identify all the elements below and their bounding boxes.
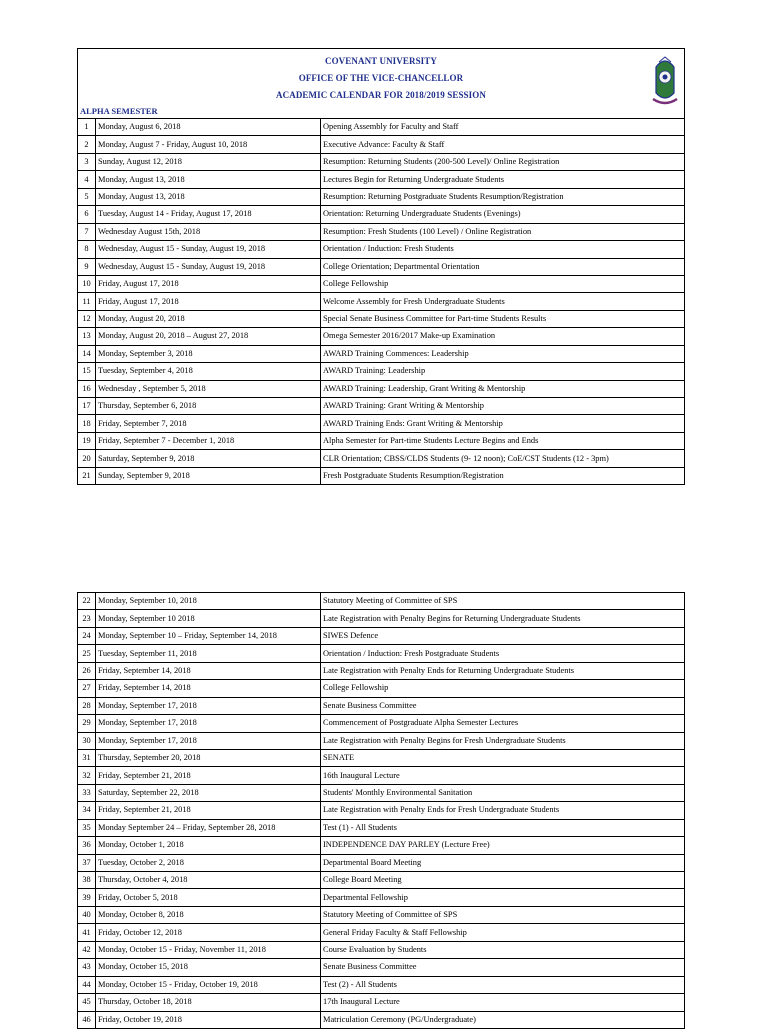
calendar-row xyxy=(78,854,685,871)
calendar-row xyxy=(78,223,685,240)
calendar-row xyxy=(78,1011,685,1028)
row-number: 41 xyxy=(78,924,96,941)
calendar-table-part-2 xyxy=(77,592,685,1029)
row-number: 39 xyxy=(78,889,96,906)
row-date: Monday, August 7 - Friday, August 10, 2018 xyxy=(96,136,321,153)
row-number: 22 xyxy=(78,593,96,610)
calendar-table-part-1 xyxy=(77,118,685,485)
calendar-row xyxy=(78,680,685,697)
row-event: College Board Meeting xyxy=(321,872,685,889)
row-date: Monday, September 10 – Friday, September 14, 2018 xyxy=(96,627,321,644)
row-number: 6 xyxy=(78,206,96,223)
calendar-row xyxy=(78,467,685,484)
row-event: Omega Semester 2016/2017 Make-up Examination xyxy=(321,328,685,345)
row-date: Friday, October 12, 2018 xyxy=(96,924,321,941)
university-crest-logo xyxy=(650,53,680,111)
row-number: 40 xyxy=(78,906,96,923)
row-date: Wednesday , September 5, 2018 xyxy=(96,380,321,397)
calendar-row xyxy=(78,749,685,766)
row-number: 30 xyxy=(78,732,96,749)
row-number: 34 xyxy=(78,802,96,819)
row-number: 2 xyxy=(78,136,96,153)
calendar-row xyxy=(78,889,685,906)
row-number: 24 xyxy=(78,627,96,644)
calendar-page-part-2 xyxy=(77,592,685,1029)
row-date: Thursday, September 6, 2018 xyxy=(96,398,321,415)
row-event: Lectures Begin for Returning Undergraduate Students xyxy=(321,171,685,188)
row-event: Resumption: Returning Postgraduate Students Resumption/Registration xyxy=(321,188,685,205)
calendar-row xyxy=(78,645,685,662)
row-number: 37 xyxy=(78,854,96,871)
row-event: AWARD Training: Grant Writing & Mentorship xyxy=(321,398,685,415)
row-event: Resumption: Fresh Students (100 Level) / Online Registration xyxy=(321,223,685,240)
calendar-row xyxy=(78,432,685,449)
row-event: College Fellowship xyxy=(321,680,685,697)
row-event: College Orientation; Departmental Orientation xyxy=(321,258,685,275)
row-date: Friday, August 17, 2018 xyxy=(96,293,321,310)
row-date: Monday, September 10 2018 xyxy=(96,610,321,627)
row-event: Departmental Board Meeting xyxy=(321,854,685,871)
row-event: Test (2) - All Students xyxy=(321,976,685,993)
row-event: SIWES Defence xyxy=(321,627,685,644)
calendar-row xyxy=(78,293,685,310)
row-date: Sunday, August 12, 2018 xyxy=(96,153,321,170)
calendar-row xyxy=(78,697,685,714)
calendar-row xyxy=(78,275,685,292)
row-date: Tuesday, October 2, 2018 xyxy=(96,854,321,871)
row-number: 43 xyxy=(78,959,96,976)
row-date: Thursday, September 20, 2018 xyxy=(96,749,321,766)
calendar-row xyxy=(78,258,685,275)
row-number: 23 xyxy=(78,610,96,627)
row-date: Monday, August 13, 2018 xyxy=(96,188,321,205)
row-event: Late Registration with Penalty Ends for Fresh Undergraduate Students xyxy=(321,802,685,819)
row-event: Resumption: Returning Students (200-500 Level)/ Online Registration xyxy=(321,153,685,170)
row-date: Monday, October 15 - Friday, November 11, 2018 xyxy=(96,941,321,958)
row-date: Wednesday, August 15 - Sunday, August 19, 2018 xyxy=(96,258,321,275)
row-event: Special Senate Business Committee for Part-time Students Results xyxy=(321,310,685,327)
row-number: 15 xyxy=(78,363,96,380)
row-number: 14 xyxy=(78,345,96,362)
calendar-row xyxy=(78,153,685,170)
row-date: Friday, September 14, 2018 xyxy=(96,680,321,697)
row-number: 12 xyxy=(78,310,96,327)
row-event: Commencement of Postgraduate Alpha Semester Lectures xyxy=(321,715,685,732)
row-number: 11 xyxy=(78,293,96,310)
row-number: 36 xyxy=(78,837,96,854)
row-number: 25 xyxy=(78,645,96,662)
calendar-row xyxy=(78,837,685,854)
row-event: Statutory Meeting of Committee of SPS xyxy=(321,593,685,610)
row-event: General Friday Faculty & Staff Fellowship xyxy=(321,924,685,941)
row-date: Thursday, October 4, 2018 xyxy=(96,872,321,889)
office-name: OFFICE OF THE VICE-CHANCELLOR xyxy=(298,73,464,83)
row-date: Friday, October 5, 2018 xyxy=(96,889,321,906)
row-date: Monday, September 10, 2018 xyxy=(96,593,321,610)
calendar-row xyxy=(78,732,685,749)
row-number: 7 xyxy=(78,223,96,240)
row-date: Saturday, September 22, 2018 xyxy=(96,784,321,801)
row-event: 16th Inaugural Lecture xyxy=(321,767,685,784)
row-date: Monday, October 15 - Friday, October 19, 2018 xyxy=(96,976,321,993)
row-event: Late Registration with Penalty Ends for Returning Undergraduate Students xyxy=(321,662,685,679)
row-date: Tuesday, September 11, 2018 xyxy=(96,645,321,662)
row-number: 3 xyxy=(78,153,96,170)
row-date: Monday September 24 – Friday, September 28, 2018 xyxy=(96,819,321,836)
row-number: 18 xyxy=(78,415,96,432)
row-event: Executive Advance: Faculty & Staff xyxy=(321,136,685,153)
row-date: Friday, September 21, 2018 xyxy=(96,802,321,819)
row-number: 8 xyxy=(78,241,96,258)
calendar-row xyxy=(78,310,685,327)
row-event: Statutory Meeting of Committee of SPS xyxy=(321,906,685,923)
row-date: Friday, September 7, 2018 xyxy=(96,415,321,432)
row-date: Friday, October 19, 2018 xyxy=(96,1011,321,1028)
row-number: 20 xyxy=(78,450,96,467)
calendar-row xyxy=(78,398,685,415)
row-date: Tuesday, August 14 - Friday, August 17, 2018 xyxy=(96,206,321,223)
row-date: Monday, August 20, 2018 xyxy=(96,310,321,327)
row-event: Course Evaluation by Students xyxy=(321,941,685,958)
row-event: CLR Orientation; CBSS/CLDS Students (9- 12 noon); CoE/CST Students (12 - 3pm) xyxy=(321,450,685,467)
calendar-page-part-1 xyxy=(77,48,685,485)
row-event: Alpha Semester for Part-time Students Lecture Begins and Ends xyxy=(321,432,685,449)
row-date: Monday, September 3, 2018 xyxy=(96,345,321,362)
row-number: 9 xyxy=(78,258,96,275)
calendar-row xyxy=(78,363,685,380)
calendar-row xyxy=(78,171,685,188)
row-event: Senate Business Committee xyxy=(321,959,685,976)
row-number: 35 xyxy=(78,819,96,836)
semester-label: ALPHA SEMESTER xyxy=(80,106,158,116)
row-date: Monday, August 6, 2018 xyxy=(96,119,321,136)
row-date: Friday, September 14, 2018 xyxy=(96,662,321,679)
calendar-row xyxy=(78,959,685,976)
row-event: Orientation: Returning Undergraduate Students (Evenings) xyxy=(321,206,685,223)
calendar-row xyxy=(78,328,685,345)
calendar-row xyxy=(78,976,685,993)
row-number: 1 xyxy=(78,119,96,136)
row-event: Senate Business Committee xyxy=(321,697,685,714)
row-number: 46 xyxy=(78,1011,96,1028)
row-event: Departmental Fellowship xyxy=(321,889,685,906)
row-date: Sunday, September 9, 2018 xyxy=(96,467,321,484)
calendar-row xyxy=(78,593,685,610)
calendar-row xyxy=(78,188,685,205)
row-event: INDEPENDENCE DAY PARLEY (Lecture Free) xyxy=(321,837,685,854)
row-number: 44 xyxy=(78,976,96,993)
row-number: 16 xyxy=(78,380,96,397)
row-event: AWARD Training: Leadership xyxy=(321,363,685,380)
row-event: AWARD Training Ends: Grant Writing & Mentorship xyxy=(321,415,685,432)
row-date: Monday, October 15, 2018 xyxy=(96,959,321,976)
row-number: 5 xyxy=(78,188,96,205)
row-event: Welcome Assembly for Fresh Undergraduate Students xyxy=(321,293,685,310)
row-number: 31 xyxy=(78,749,96,766)
row-event: Fresh Postgraduate Students Resumption/Registration xyxy=(321,467,685,484)
row-event: Late Registration with Penalty Begins for Returning Undergraduate Students xyxy=(321,610,685,627)
row-date: Monday, August 20, 2018 – August 27, 2018 xyxy=(96,328,321,345)
row-date: Monday, September 17, 2018 xyxy=(96,697,321,714)
row-number: 26 xyxy=(78,662,96,679)
university-name: COVENANT UNIVERSITY xyxy=(324,56,437,66)
row-date: Monday, September 17, 2018 xyxy=(96,715,321,732)
calendar-row xyxy=(78,872,685,889)
row-number: 27 xyxy=(78,680,96,697)
calendar-row xyxy=(78,802,685,819)
calendar-row xyxy=(78,119,685,136)
calendar-row xyxy=(78,767,685,784)
row-number: 28 xyxy=(78,697,96,714)
row-event: 17th Inaugural Lecture xyxy=(321,994,685,1011)
calendar-row xyxy=(78,380,685,397)
calendar-row xyxy=(78,241,685,258)
row-date: Saturday, September 9, 2018 xyxy=(96,450,321,467)
calendar-row xyxy=(78,662,685,679)
row-number: 38 xyxy=(78,872,96,889)
calendar-row xyxy=(78,345,685,362)
row-event: Late Registration with Penalty Begins for Fresh Undergraduate Students xyxy=(321,732,685,749)
row-date: Monday, August 13, 2018 xyxy=(96,171,321,188)
row-number: 42 xyxy=(78,941,96,958)
row-number: 29 xyxy=(78,715,96,732)
row-date: Thursday, October 18, 2018 xyxy=(96,994,321,1011)
row-number: 4 xyxy=(78,171,96,188)
row-date: Friday, September 7 - December 1, 2018 xyxy=(96,432,321,449)
row-date: Wednesday August 15th, 2018 xyxy=(96,223,321,240)
row-event: Orientation / Induction: Fresh Postgraduate Students xyxy=(321,645,685,662)
calendar-row xyxy=(78,906,685,923)
calendar-row xyxy=(78,610,685,627)
row-date: Friday, August 17, 2018 xyxy=(96,275,321,292)
row-number: 21 xyxy=(78,467,96,484)
calendar-row xyxy=(78,627,685,644)
row-number: 45 xyxy=(78,994,96,1011)
row-event: Students' Monthly Environmental Sanitation xyxy=(321,784,685,801)
row-number: 13 xyxy=(78,328,96,345)
row-event: Opening Assembly for Faculty and Staff xyxy=(321,119,685,136)
row-number: 33 xyxy=(78,784,96,801)
row-number: 17 xyxy=(78,398,96,415)
calendar-row xyxy=(78,941,685,958)
calendar-row xyxy=(78,924,685,941)
row-event: Orientation / Induction: Fresh Students xyxy=(321,241,685,258)
calendar-row xyxy=(78,450,685,467)
row-date: Monday, October 1, 2018 xyxy=(96,837,321,854)
row-event: Matriculation Ceremony (PG/Undergraduate) xyxy=(321,1011,685,1028)
row-event: SENATE xyxy=(321,749,685,766)
calendar-row xyxy=(78,994,685,1011)
calendar-header xyxy=(77,48,685,118)
row-date: Monday, October 8, 2018 xyxy=(96,906,321,923)
row-event: Test (1) - All Students xyxy=(321,819,685,836)
row-date: Tuesday, September 4, 2018 xyxy=(96,363,321,380)
row-number: 32 xyxy=(78,767,96,784)
row-event: AWARD Training Commences: Leadership xyxy=(321,345,685,362)
calendar-row xyxy=(78,206,685,223)
row-event: College Fellowship xyxy=(321,275,685,292)
row-date: Monday, September 17, 2018 xyxy=(96,732,321,749)
row-number: 19 xyxy=(78,432,96,449)
calendar-title: ACADEMIC CALENDAR FOR 2018/2019 SESSION xyxy=(276,90,486,100)
row-number: 10 xyxy=(78,275,96,292)
row-date: Friday, September 21, 2018 xyxy=(96,767,321,784)
row-date: Wednesday, August 15 - Sunday, August 19, 2018 xyxy=(96,241,321,258)
calendar-row xyxy=(78,819,685,836)
calendar-row xyxy=(78,784,685,801)
calendar-row xyxy=(78,415,685,432)
calendar-row xyxy=(78,715,685,732)
row-event: AWARD Training: Leadership, Grant Writing & Mentorship xyxy=(321,380,685,397)
calendar-row xyxy=(78,136,685,153)
